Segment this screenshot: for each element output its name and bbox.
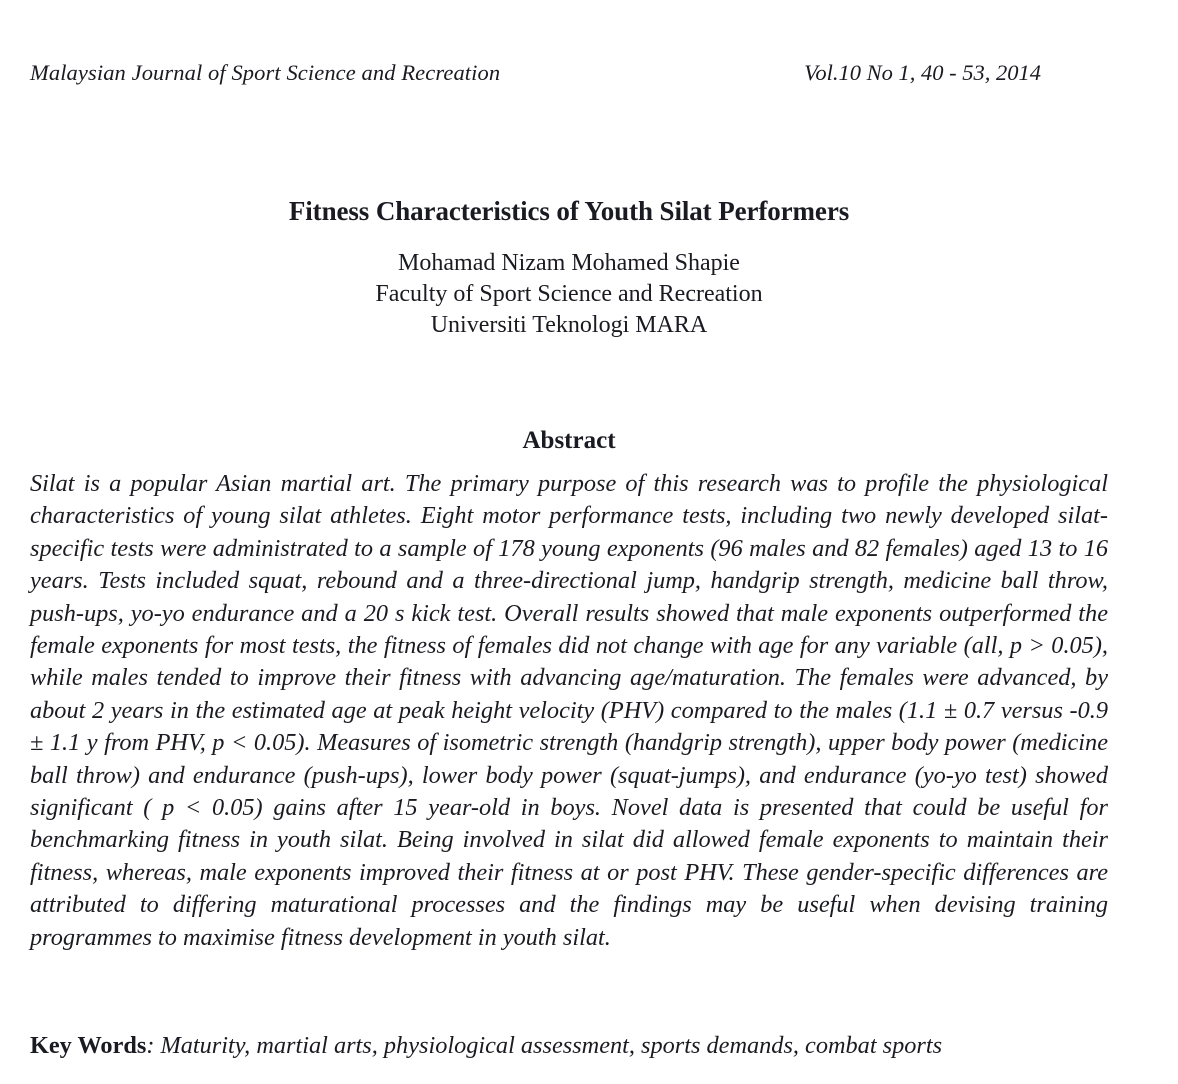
page-title: Fitness Characteristics of Youth Silat Performers: [288, 196, 850, 227]
author-name: Mohamad Nizam Mohamed Shapie: [398, 250, 740, 276]
keywords-list: : Maturity, martial arts, physiological assessment, sports demands, combat sports: [146, 1032, 943, 1059]
abstract-heading: Abstract: [522, 426, 616, 454]
keywords-label: Key Words: [30, 1032, 147, 1059]
author-institution: Universiti Teknologi MARA: [430, 312, 708, 338]
keywords-line: [30, 1030, 1108, 1062]
journal-name: Malaysian Journal of Sport Science and Recreation: [30, 60, 501, 85]
author-block: [0, 248, 1138, 341]
volume-issue-info: Vol.10 No 1, 40 - 53, 2014: [804, 60, 1041, 85]
abstract-body: [30, 468, 1108, 954]
abstract-paragraph: Silat is a popular Asian martial art. The primary purpose of this research was to profile the physiological characteristics of young silat athletes. Eight motor performance tests, including two newly developed silat-specific tests were administrated to a sample of 178 young exponents (96 males and 82 females) aged 13 to 16 years. Tests included squat, rebound and a three-directional jump, handgrip strength, medicine ball throw, push-ups, yo-yo endurance and a 20 s kick test. Overall results showed that male exponents outperformed the female exponents for most tests, the fitness of females did not change with age for any variable (all, p > 0.05), while males tended to improve their fitness with advancing age/maturation. The females were advanced, by about 2 years in the estimated age at peak height velocity (PHV) compared to the males (1.1 ± 0.7 versus -0.9 ± 1.1 y from PHV, p < 0.05). Measures of isometric strength (handgrip strength), upper body power (medicine ball throw) and endurance (push-ups), lower body power (squat-jumps), and endurance (yo-yo test) showed significant ( p < 0.05) gains after 15 year-old in boys. Novel data is presented that could be useful for benchmarking fitness in youth silat. Being involved in silat did allowed female exponents to maintain their fitness, whereas, male exponents improved their fitness at or post PHV. These gender-specific differences are attributed to differing maturational processes and the findings may be useful when devising training programmes to maximise fitness development in youth silat.: [30, 470, 1108, 951]
running-head: [30, 60, 1108, 92]
author-faculty: Faculty of Sport Science and Recreation: [375, 281, 763, 307]
